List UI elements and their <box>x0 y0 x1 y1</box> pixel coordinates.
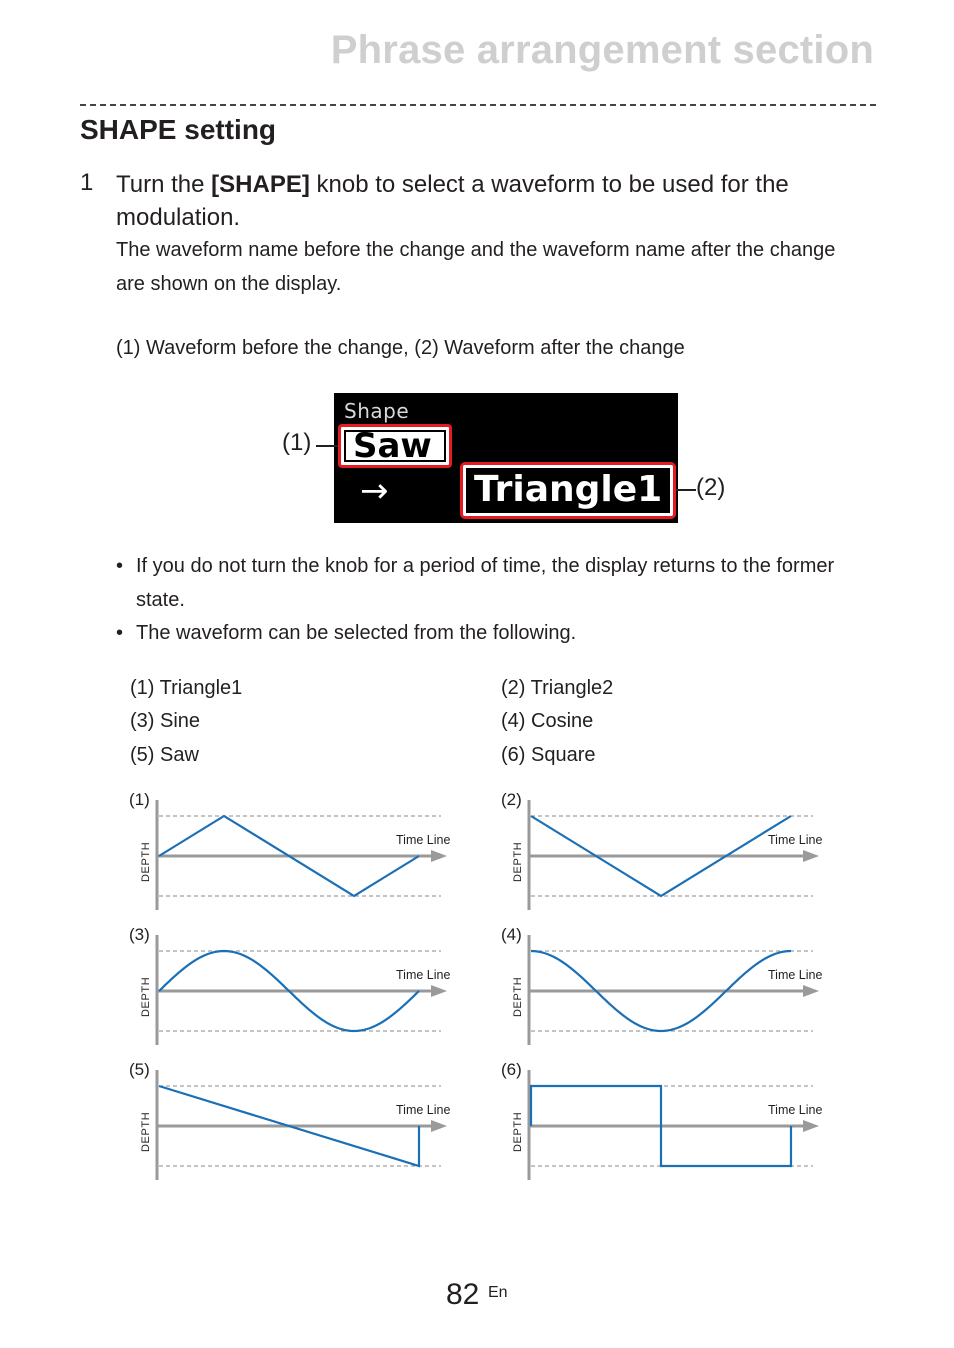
note-item <box>116 550 856 618</box>
step-text-before: Turn the <box>116 171 212 198</box>
waveform-option: (6) Square <box>501 744 596 766</box>
chart-number: (2) <box>501 790 522 809</box>
knob-name: [SHAPE] <box>211 171 310 198</box>
callout-1: (1) <box>282 429 312 456</box>
note-text: The waveform can be selected from the following. <box>136 622 577 644</box>
waveform-after: Triangle1 <box>466 468 670 513</box>
chart-number: (5) <box>129 1060 150 1079</box>
waveform-chart-triangle1 <box>129 790 459 918</box>
waveform-graphic <box>501 790 831 918</box>
waveform-chart-cosine <box>501 925 831 1053</box>
waveform-before: Saw <box>343 429 447 463</box>
waveform-chart-saw <box>129 1060 459 1188</box>
time-axis-arrow-icon <box>803 1120 819 1132</box>
callout-2-line <box>676 489 696 491</box>
note-text: If you do not turn the knob for a period of time, the display returns to the former state. <box>136 555 835 611</box>
lcd-parameter-label: Shape <box>344 399 410 423</box>
bullet-icon: • <box>116 622 124 644</box>
note-item <box>116 617 856 651</box>
waveform-graphic <box>129 925 459 1053</box>
time-axis-arrow-icon <box>803 850 819 862</box>
lcd-display <box>334 393 678 523</box>
depth-axis-label: DEPTH <box>512 841 524 882</box>
page-number: 82 <box>446 1278 480 1311</box>
page-language: En <box>488 1284 508 1301</box>
time-axis-label: Time Line <box>768 968 823 982</box>
chart-number: (3) <box>129 925 150 944</box>
figure-caption: (1) Waveform before the change, (2) Waveform after the change <box>116 337 685 359</box>
chart-number: (6) <box>501 1060 522 1079</box>
header-divider <box>80 104 876 106</box>
waveform-option: (3) Sine <box>130 710 201 732</box>
waveform-before-box <box>338 424 452 468</box>
step-description: The waveform name before the change and the waveform name after the change are shown on the display. <box>116 239 836 295</box>
waveform-after-box <box>460 462 676 519</box>
page-header-title: Phrase arrangement section <box>330 28 874 72</box>
time-axis-arrow-icon <box>431 1120 447 1132</box>
waveform-option: (1) Triangle1 <box>130 677 243 699</box>
step-text-after: knob to select a waveform to be used for the modulation. <box>116 171 789 231</box>
depth-axis-label: DEPTH <box>140 976 152 1017</box>
waveform-graphic <box>129 1060 459 1188</box>
depth-axis-label: DEPTH <box>140 841 152 882</box>
waveform-option: (4) Cosine <box>501 710 594 732</box>
waveform-option: (2) Triangle2 <box>501 677 614 699</box>
waveform-chart-square <box>501 1060 831 1188</box>
time-axis-arrow-icon <box>431 850 447 862</box>
waveform-graphic <box>501 1060 831 1188</box>
waveform-graphic <box>129 790 459 918</box>
depth-axis-label: DEPTH <box>512 976 524 1017</box>
waveform-chart-sine <box>129 925 459 1053</box>
depth-axis-label: DEPTH <box>140 1111 152 1152</box>
waveform-chart-triangle2 <box>501 790 831 918</box>
display-figure <box>278 392 738 526</box>
chart-number: (1) <box>129 790 150 809</box>
callout-2: (2) <box>696 474 726 501</box>
arrow-right-icon: → <box>360 471 389 511</box>
waveform-graphic <box>501 925 831 1053</box>
time-axis-arrow-icon <box>803 985 819 997</box>
section-heading: SHAPE setting <box>80 114 277 145</box>
time-axis-label: Time Line <box>396 1103 451 1117</box>
depth-axis-label: DEPTH <box>512 1111 524 1152</box>
time-axis-label: Time Line <box>768 833 823 847</box>
step-instruction <box>116 168 876 234</box>
waveform-option: (5) Saw <box>130 744 199 766</box>
callout-1-line <box>316 445 338 447</box>
step-number: 1 <box>80 169 94 196</box>
time-axis-arrow-icon <box>431 985 447 997</box>
time-axis-label: Time Line <box>396 833 451 847</box>
chart-number: (4) <box>501 925 522 944</box>
time-axis-label: Time Line <box>768 1103 823 1117</box>
bullet-icon: • <box>116 555 124 577</box>
time-axis-label: Time Line <box>396 968 451 982</box>
